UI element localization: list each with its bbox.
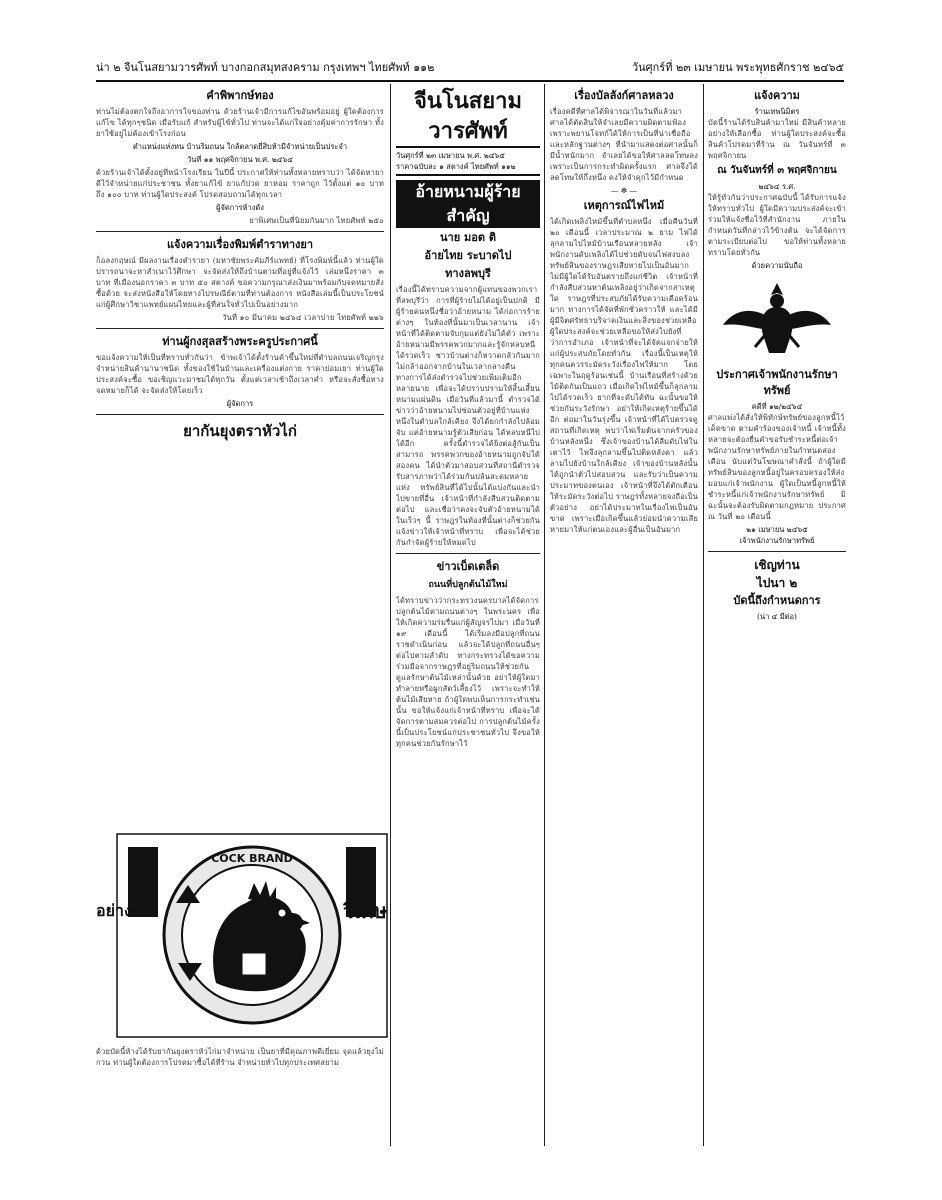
- notice1-title: คำพิพากษ์ทอง: [206, 89, 274, 102]
- cock-brand-ad-image: [116, 833, 388, 1038]
- headline-sub1: อ้ายไทย ระบาดไป: [424, 249, 512, 262]
- column-1: [96, 86, 384, 826]
- section-title: ข่าวเบ็ดเตล็ด: [436, 560, 500, 573]
- column-rule-2: [544, 84, 545, 1146]
- invite-line3: บัดนี้ถึงกำหนดการ: [733, 594, 821, 607]
- article1-body: เรื่องนี้ได้ทราบความจากผู้แทนของพวกเราที่ลพบุรีว่า การที่ผู้ร้ายไม่ได้อยู่เป็นปกติ มีผู้ร้ายคนหนึ่งชื่อว่าอ้ายหนาม ได้ก่อการร้ายต่างๆ ในท้องที่นั้นมาเป็นเวลานาน เจ้าหน้าที่ได้ติดตามจับกุมแต่ยังไม่ได้ตัว เพราะอ้ายหนามมีพรรคพวกมากและรู้จักหลบหนีได้รวดเร็ว ชาวบ้านต่างก็หวาดกลัวกันมาก ไม่กล้าออกจากบ้านในเวลากลางคืน ทางการได้ส่งตำรวจไปช่วยเพิ่มเติมอีกหลายนาย เพื่อจะได้ปราบปรามให้สิ้นเสี้ยนหนามแผ่นดิน เมื่อวันที่แล้วมานี้ ตำรวจได้ข่าวว่าอ้ายหนามไปซ่อนตัวอยู่ที่บ้านแห่งหนึ่งในตำบลใกล้เคียง จึงได้ยกกำลังไปล้อมจับ แต่อ้ายหนามรู้ตัวเสียก่อน ได้หลบหนีไปได้อีก ครั้งนี้ตำรวจได้ยิงต่อสู้กันเป็นสามารถ พรรคพวกของอ้ายหนามถูกจับได้สองคน ได้นำตัวมาสอบสวนที่สถานีตำรวจ รับสารภาพว่าได้ร่วมกันปล้นสะดมหลายแห่ง ทรัพย์สินที่ได้ไปนั้นได้แบ่งกันและนำไปขายที่อื่น เจ้าหน้าที่กำลังสืบสวนติดตามต่อไป และเชื่อว่าคงจะจับตัวอ้ายหนามได้ในเร็วๆ นี้ ราษฎรในท้องที่นั้นต่างก็ช่วยกันแจ้งข่าวให้เจ้าหน้าที่ทราบ เพื่อจะได้ช่วยกันกำจัดผู้ร้ายให้หมดไป: [396, 285, 540, 547]
- headline-byline: นาย มอต ติ: [440, 231, 496, 244]
- ad-footer-block: [96, 1046, 384, 1142]
- emblem-head-icon: [770, 294, 784, 308]
- notice1-body2: ด้วยร้านเจ้าได้ตั้งอยู่ที่หน้าโรงเรียน ในปีนี้ ประกาศให้ท่านทั้งหลายทราบว่า ได้จัดหายาดีไว้จำหน่ายแก่ประชาชน ทั้งยาแก้ไข้ ยาแก้ปวด ยาหอม ราคาถูก ไว้ตั้งแต่ ๑๐ บาท ถึง ๑๐๐ บาท ท่านผู้ใดประสงค์ โปรดสอบถามได้ทุกเวลา: [96, 168, 384, 199]
- fire-title: เหตุการณ์ไฟไหม้: [583, 199, 665, 212]
- notice-date: ณ วันจันทร์ที่ ๓ พฤศจิกายน: [717, 165, 837, 176]
- notice1-sign: ผู้จัดการห้างดัง: [216, 203, 264, 212]
- notice-title: แจ้งความ: [754, 89, 800, 102]
- column-3: [550, 86, 698, 1146]
- ad-title: ยากันยุงตราหัวไก่: [183, 422, 297, 440]
- notice-body2: ให้รู้ทั่วกันว่าประกาศฉบับนี้ ได้รับการแจ้งให้ทราบทั่วไป ผู้ใดมีความประสงค์จะเข้าร่วมให้แจ้งชื่อไว้ที่สำนักงาน ภายในกำหนดวันที่กล่าวไว้ข้างต้น จะได้จัดการตามระเบียบต่อไป ขอให้ท่านทั้งหลายทราบโดยทั่วกัน: [708, 193, 846, 257]
- notice1-body: ท่านไม่ต้องตกใจถึงอาการใจของท่าน ด้วยร้านเจ้ามีการแก้ไขอันพร้อมอยู่ ผู้ใดต้องการแก้ไข ได้ทุกๆชนิด เมื่อรับแก้ สำหรับผู้ไข้ทั่วไป ท่านจะได้แก่ใจอย่างคุ้มค่าการรักษา ทั้งยาใช้อยู่ไม่ต้องเข้าโรงก่อน: [96, 107, 384, 138]
- notice3-title: ท่านผู้กงสุลสร้างพระครูประกาศนี้: [162, 335, 318, 348]
- headline-banner: อ้ายหนามผู้ร้ายสำคัญ: [396, 180, 540, 228]
- headline-sub2: ทางลพบุรี: [445, 267, 491, 280]
- column-rule-3: [703, 84, 704, 1146]
- rooster-eye-icon: [279, 910, 286, 917]
- emblem-right-wing-icon: [789, 311, 831, 329]
- page-header: [96, 58, 844, 76]
- bankruptcy-case: คดีที่ ๑๒/๒๔๖๔: [751, 402, 803, 411]
- notice3-body: ขอแจ้งความให้เป็นที่ทราบทั่วกันว่า ข้าพเจ้าได้ตั้งร้านค้าขึ้นใหม่ที่ตำบลถนนเจริญกรุง จำหน่ายสินค้านานาชนิด ทั้งของใช้ในบ้านและเครื่องแต่งกาย ราคาย่อมเยา ท่านผู้ใดประสงค์จะซื้อ ขอเชิญแวะมาชมได้ทุกวัน ตั้งแต่เวลาเช้าถึงเวลาค่ำ หรือจะสั่งซื้อทางจดหมายก็ได้ จะจัดส่งให้โดยเร็ว: [96, 353, 384, 395]
- garuda-emblem-icon: [719, 277, 835, 361]
- header-left: น่า ๒ จีนโนสยามวารศัพท์ บางกอกสมุทสงคราม กรุงเทพฯ ไทยศัพท์ ๑๑๒: [96, 61, 435, 74]
- notice-shop: ร้านเทพนิมิตร: [754, 107, 800, 116]
- notice-body: บัดนี้ร้านได้รับสินค้ามาใหม่ มีสินค้าหลายอย่างให้เลือกซื้อ ท่านผู้ใดประสงค์จะซื้อสินค้าโปรดมาที่ร้าน ณ วันจันทร์ที่ ๓ พฤศจิกายน: [708, 118, 846, 160]
- court-title: เรื่องบัลลังก์ศาลหลวง: [574, 89, 674, 102]
- notice1-date: วันที่ ๑๑ พฤศจิกายน พ.ศ. ๒๔๖๔: [187, 155, 293, 164]
- header-rule: [96, 80, 844, 82]
- divider: [96, 328, 384, 329]
- emblem-crown-icon: [771, 283, 783, 295]
- notice1-address: ตำแหน่งแห่งหน บ้านริมถนน ใกล้ตลาดยี่สิบห้ามีจำหน่ายเป็นประจำ: [132, 142, 348, 151]
- ornament: — ✻ —: [610, 186, 638, 195]
- ad-badge-label: COCK BRAND: [211, 852, 293, 865]
- ad-footer: ด้วยบัดนี้ห้างได้รับยากันยุงตราหัวไก่มาจำหน่าย เป็นยาที่มีคุณภาพดีเยี่ยม จุดแล้วยุงไม่กวน ท่านผู้ใดต้องการโปรดมาซื้อได้ที่ร้าน จำหน่ายทั่วไปทุกประเทศสยาม: [96, 1047, 384, 1067]
- masthead-line2: ราคาฉบับละ ๑ สตางค์ ไทยศัพท์ ๑๑๒: [396, 162, 516, 171]
- continued-note: (น่า ๔ มีต่อ): [757, 612, 797, 621]
- notice2-body: ก็อลงกฤษณ์ มีผลงานเรื่องตำรายา (มหาชัยพระคัมภีร์แพทย์) ที่โรงพิมพ์นี้แล้ว ท่านผู้ใดปรารถนาจะหาสำเนาไว้ศึกษา จะจัดส่งให้ถึงบ้านตามที่อยู่ที่แจ้งไว้ เล่มหนึ่งราคา ๓ บาท ที่เมืองนอกราคา ๓ บาท ๕๐ สตางค์ ขอความกรุณาส่งเงินมาพร้อมกับจดหมายสั่งซื้อด้วย จะส่งหนังสือให้โดยทางไปรษณีย์ตามที่ท่านต้องการ หนังสือเล่มนี้เป็นประโยชน์แก่ผู้ศึกษาวิชาแพทย์แผนไทยและผู้ที่สนใจทั่วไปเป็นอย่างมาก: [96, 256, 384, 309]
- column-rule-1: [390, 84, 391, 1146]
- divider: [96, 231, 384, 232]
- ad-slogan-left: อย่าง: [96, 901, 132, 920]
- notice2-footer: วันที่ ๑๐ มีนาคม ๒๔๖๔ เวลาบ่าย ไทยศัพท์ ๒๒๖: [222, 313, 384, 322]
- notice-sign: ด้วยความนับถือ: [751, 261, 803, 270]
- fire-body: ได้เกิดเพลิงไหม้ขึ้นที่ตำบลหนึ่ง เมื่อคืนวันที่ ๒๐ เดือนนี้ เวลาประมาณ ๒ ยาม ไฟได้ลุกลามไปไหม้บ้านเรือนหลายหลัง เจ้าพนักงานดับเพลิงได้ไปช่วยดับจนไฟสงบลง ทรัพย์สินของราษฎรเสียหายไปเป็นอันมาก ไม่มีผู้ใดได้รับอันตรายถึงแก่ชีวิต เจ้าหน้าที่กำลังสืบสวนหาต้นเพลิงอยู่ว่าเกิดจากสาเหตุใด ราษฎรที่ประสบภัยได้รับความเดือดร้อนมาก ทางการได้จัดที่พักชั่วคราวให้ และได้มีผู้มีจิตศรัทธาบริจาคเงินและสิ่งของช่วยเหลือ ผู้ใดประสงค์จะช่วยเหลือขอให้ส่งไปยังที่ว่าการอำเภอ เจ้าหน้าที่จะได้จัดแจกจ่ายให้แก่ผู้ประสบภัยโดยทั่วกัน เรื่องนี้เป็นเหตุให้ทุกคนควรระมัดระวังเรื่องไฟให้มาก โดยเฉพาะในฤดูร้อนเช่นนี้ บ้านเรือนที่สร้างด้วยไม้ติดกันเป็นแถว เมื่อเกิดไฟไหม้ขึ้นก็ลุกลามไปได้รวดเร็ว ยากที่จะดับได้ทัน ฉะนั้นขอให้ช่วยกันระวังรักษา อย่าให้เกิดเหตุร้ายขึ้นได้อีก ต่อมาในวันรุ่งขึ้น เจ้าหน้าที่ได้ไปตรวจดูสถานที่เกิดเหตุ พบว่าไฟเริ่มต้นจากครัวของบ้านหลังหนึ่ง ซึ่งเจ้าของบ้านได้ลืมดับไฟในเตาไว้ ไฟจึงลุกลามขึ้นไปติดหลังคา แล้วลามไปยังบ้านใกล้เคียง เจ้าของบ้านหลังนั้นได้ถูกนำตัวไปสอบสวน และรับว่าเป็นความประมาทของตนเอง เจ้าหน้าที่จึงได้ตักเตือนให้ระมัดระวังต่อไป ราษฎรทั้งหลายจงถือเป็นตัวอย่าง อย่าได้ประมาทในเรื่องไฟเป็นอันขาด เพราะเมื่อเกิดขึ้นแล้วย่อมนำความเสียหายมาให้แก่ตนเองและผู้อื่นเป็นอันมาก: [550, 217, 698, 534]
- notice1-footer: ยาพิเศษเป็นที่นิยมกันมาก ไทยศัพท์ ๒๕๐: [249, 216, 384, 225]
- bankruptcy-body: ศาลแพ่งได้สั่งให้พิทักษ์ทรัพย์ของลูกหนี้ไว้เด็ดขาด ตามคำร้องของเจ้าหนี้ เจ้าหนี้ทั้งหลายจะต้องยื่นคำขอรับชำระหนี้ต่อเจ้าพนักงานรักษาทรัพย์ภายในกำหนดสองเดือน นับแต่วันโฆษณาคำสั่งนี้ ถ้าผู้ใดมีทรัพย์สินของลูกหนี้อยู่ในครอบครองให้ส่งมอบแก่เจ้าพนักงาน ผู้ใดเป็นหนี้ลูกหนี้ให้ชำระหนี้แก่เจ้าพนักงานรักษาทรัพย์ มิฉะนั้นจะต้องรับผิดตามกฎหมาย ประกาศ ณ วันที่ ๒๐ เดือนนี้: [708, 413, 846, 521]
- invite-line2: ไปนา ๒: [756, 576, 798, 590]
- header-right: วันศุกร์ที่ ๒๓ เมษายน พระพุทธศักราช ๒๔๖๕: [631, 61, 844, 74]
- court-body: เรื่องคดีที่ศาลได้พิจารณาในวันที่แล้วมา ศาลได้ตัดสินให้จำเลยมีความผิดตามฟ้อง เพราะพยานโจทก์ได้ให้การเป็นที่น่าเชื่อถือ และหลักฐานต่างๆ ที่นำมาแสดงต่อศาลนั้นก็มีน้ำหนักมาก จำเลยได้ขอให้ศาลลดโทษลง เพราะเป็นการกระทำผิดครั้งแรก ศาลจึงได้ลดโทษให้กึ่งหนึ่ง คงให้จำคุกไว้มีกำหนด: [550, 107, 698, 182]
- column-2: [396, 86, 540, 1146]
- bankruptcy-title: ประกาศเจ้าพนักงานรักษาทรัพย์: [716, 368, 838, 397]
- masthead-title: จีนโนสยามวารศัพท์: [414, 88, 522, 144]
- ad-seal-icon: [242, 953, 266, 975]
- column-4: [708, 86, 846, 1146]
- bankruptcy-date: ๒๑ เมษายน ๒๔๖๕: [746, 525, 808, 534]
- masthead-info: [396, 146, 540, 176]
- article2-body: ได้ทราบข่าวว่ากระทรวงนครบาลได้จัดการปลูกต้นไม้ตามถนนต่างๆ ในพระนคร เพื่อให้เกิดความร่มรื่นแก่ผู้สัญจรไปมา เมื่อวันที่ ๑๙ เดือนนี้ ได้เริ่มลงมือปลูกที่ถนนราชดำเนินก่อน แล้วจะได้ปลูกที่ถนนอื่นๆ ต่อไปตามลำดับ ทางกระทรวงได้ขอความร่วมมือจากราษฎรที่อยู่ริมถนนให้ช่วยกันดูแลรักษาต้นไม้เหล่านั้นด้วย อย่าให้ผู้ใดมาทำลายหรือผูกสัตว์เลี้ยงไว้ เพราะจะทำให้ต้นไม้เสียหาย ถ้าผู้ใดพบเห็นการกระทำเช่นนั้น ขอให้แจ้งแก่เจ้าหน้าที่ทราบ เพื่อจะได้จัดการตามสมควรต่อไป การปลูกต้นไม้ครั้งนี้เป็นประโยชน์แก่ประชาชนทั่วไป จึงขอให้ทุกคนช่วยกันรักษาไว้: [396, 596, 540, 748]
- bankruptcy-sign: เจ้าพนักงานรักษาทรัพย์: [739, 536, 815, 545]
- masthead-line1: วันศุกร์ที่ ๒๓ เมษายน พ.ศ. ๒๔๖๕: [396, 151, 505, 160]
- emblem-left-wing-icon: [723, 311, 765, 329]
- notice-year: ๒๔๖๔ ร.ศ.: [758, 182, 796, 191]
- divider: [96, 414, 384, 415]
- divider: [708, 551, 846, 552]
- section-subtitle: ถนนที่ปลูกต้นไม้ใหม่: [428, 580, 508, 590]
- notice3-sign: ผู้จัดการ: [226, 399, 254, 408]
- ad-left-badge-icon: [128, 847, 158, 917]
- notice2-title: แจ้งความเรื่องพิมพ์ตำราทางยา: [166, 238, 314, 251]
- ad-slogan-right: วิเศษ: [343, 899, 387, 923]
- emblem-body-icon: [762, 307, 793, 353]
- invite-line1: เชิญท่าน: [754, 558, 800, 572]
- divider: [396, 553, 540, 554]
